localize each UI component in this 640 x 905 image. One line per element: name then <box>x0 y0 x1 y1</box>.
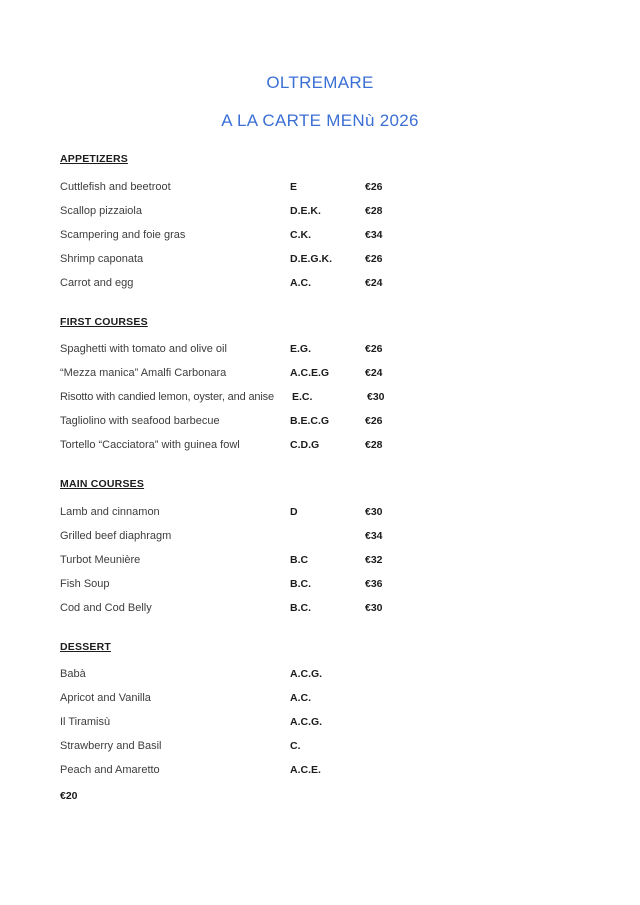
menu-item-allergen-code: C.D.G <box>290 439 320 451</box>
title-block <box>0 0 640 129</box>
menu-item-allergen-code: D <box>290 505 298 518</box>
menu-item-row <box>60 247 600 271</box>
menu-item-name: Fish Soup <box>60 577 110 590</box>
menu-item-name: Tagliolino with seafood barbecue <box>60 415 220 427</box>
menu-item-allergen-code: A.C.E. <box>290 764 321 776</box>
menu-item-price: €30 <box>365 601 383 614</box>
menu-item-allergen-code: C.K. <box>290 228 311 241</box>
menu-item-allergen-code: D.E.K. <box>290 204 321 217</box>
menu-item-allergen-code: A.C.G. <box>290 668 323 680</box>
menu-item-price: €34 <box>365 228 383 241</box>
menu-item-row <box>60 223 600 247</box>
menu-item-name: Scampering and foie gras <box>60 228 186 241</box>
menu-item-name: Carrot and egg <box>60 276 134 289</box>
menu-item-name: Cuttlefish and beetroot <box>60 180 171 193</box>
menu-sections <box>0 129 640 808</box>
menu-item-price: €32 <box>365 553 383 566</box>
menu-item-price: €26 <box>365 415 383 427</box>
menu-item-name: Strawberry and Basil <box>60 740 162 752</box>
menu-item-name: Risotto with candied lemon, oyster, and anise <box>60 391 274 403</box>
menu-item-row <box>60 548 600 572</box>
menu-item-price: €26 <box>365 180 383 193</box>
menu-item-allergen-code: E.C. <box>292 391 313 403</box>
menu-item-price: €24 <box>365 276 383 289</box>
menu-item-allergen-code: B.E.C.G <box>290 415 330 427</box>
menu-item-row <box>60 199 600 223</box>
menu-item-price: €34 <box>365 529 383 542</box>
menu-item-name: Turbot Meunière <box>60 553 141 566</box>
section-heading: FIRST COURSES <box>60 315 148 328</box>
menu-item-price: €30 <box>367 391 385 403</box>
menu-item-row <box>60 433 600 457</box>
menu-item-allergen-code: A.C.G. <box>290 716 323 728</box>
menu-item-row <box>60 686 600 710</box>
menu-item-allergen-code: C. <box>290 740 301 752</box>
menu-section <box>60 154 600 295</box>
menu-item-row <box>60 271 600 295</box>
menu-item-row <box>60 758 600 782</box>
menu-item-allergen-code: D.E.G.K. <box>290 252 333 265</box>
menu-item-price: €26 <box>365 252 383 265</box>
menu-item-row <box>60 500 600 524</box>
menu-item-allergen-code: A.C. <box>290 276 311 289</box>
section-heading: APPETIZERS <box>60 153 128 165</box>
menu-item-name: Apricot and Vanilla <box>60 692 151 704</box>
menu-item-row <box>60 662 600 686</box>
menu-item-row <box>60 361 600 385</box>
menu-item-name: Babà <box>60 668 86 680</box>
menu-item-allergen-code: B.C. <box>290 577 311 590</box>
menu-item-name: Il Tiramisù <box>60 716 111 728</box>
menu-item-name: Cod and Cod Belly <box>60 601 152 614</box>
menu-item-name: Tortello “Cacciatora” with guinea fowl <box>60 439 240 451</box>
menu-item-allergen-code: B.C <box>290 553 309 566</box>
menu-item-name: Scallop pizzaiola <box>60 204 142 217</box>
menu-item-name: Lamb and cinnamon <box>60 505 160 518</box>
menu-item-row <box>60 409 600 433</box>
section-fixed-price: €20 <box>60 790 78 802</box>
menu-item-allergen-code: E.G. <box>290 343 312 355</box>
menu-item-name: “Mezza manica” Amalfi Carbonara <box>60 367 227 379</box>
menu-item-name: Spaghetti with tomato and olive oil <box>60 343 227 355</box>
menu-item-allergen-code: E <box>290 180 298 193</box>
menu-item-row <box>60 524 600 548</box>
menu-item-price: €28 <box>365 439 383 451</box>
menu-item-price: €26 <box>365 343 383 355</box>
menu-item-name: Grilled beef diaphragm <box>60 529 172 542</box>
menu-item-row <box>60 710 600 734</box>
page-title: OLTREMARE <box>266 73 374 92</box>
menu-item-row <box>60 385 600 409</box>
menu-item-price: €30 <box>365 505 383 518</box>
menu-item-price: €24 <box>365 367 383 379</box>
menu-item-price: €28 <box>365 204 383 217</box>
page-subtitle: A LA CARTE MENù 2026 <box>221 111 419 130</box>
menu-item-name: Peach and Amaretto <box>60 764 160 776</box>
section-heading: DESSERT <box>60 640 111 653</box>
menu-item-row <box>60 734 600 758</box>
menu-section <box>60 642 600 809</box>
menu-item-allergen-code: B.C. <box>290 601 311 614</box>
menu-item-allergen-code: A.C.E.G <box>290 367 330 379</box>
section-heading: MAIN COURSES <box>60 478 145 490</box>
menu-section <box>60 317 600 458</box>
menu-item-row <box>60 337 600 361</box>
menu-item-price: €36 <box>365 577 383 590</box>
menu-section <box>60 479 600 620</box>
menu-item-allergen-code: A.C. <box>290 692 311 704</box>
menu-item-row <box>60 596 600 620</box>
menu-item-row <box>60 175 600 199</box>
menu-item-name: Shrimp caponata <box>60 252 144 265</box>
menu-item-row <box>60 572 600 596</box>
